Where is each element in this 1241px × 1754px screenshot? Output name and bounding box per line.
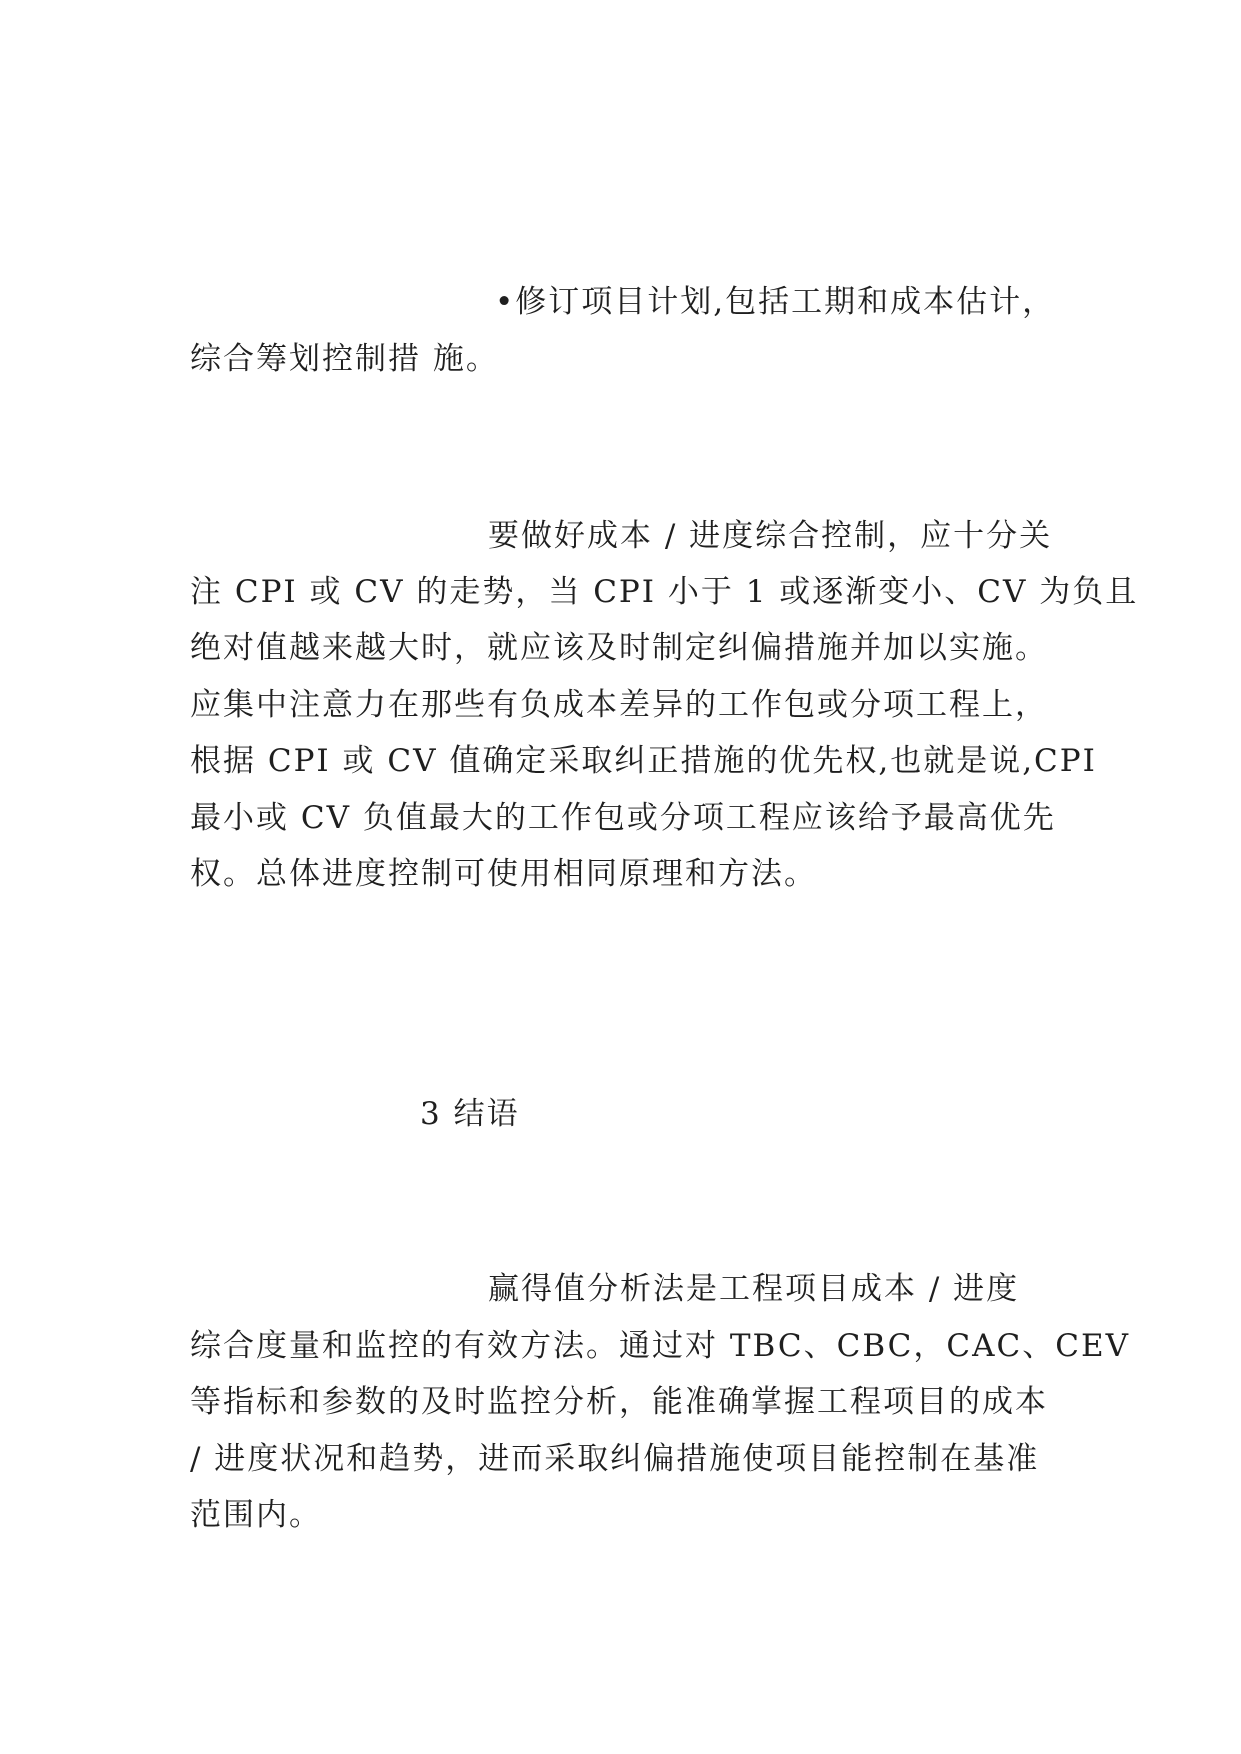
paragraph-2-line-2: 注 CPI 或 CV 的走势，当 CPI 小于 1 或逐渐变小、CV 为负且 (190, 574, 1139, 610)
paragraph-2-line-1: 要做好成本 / 进度综合控制，应十分关 (488, 518, 1053, 554)
paragraph-2-line-5: 根据 CPI 或 CV 值确定采取纠正措施的优先权,也就是说,CPI (190, 743, 1097, 779)
paragraph-1-line-1: •修订项目计划,包括工期和成本估计， (495, 284, 1056, 320)
section-heading: 3 结语 (420, 1096, 520, 1132)
paragraph-2-line-4: 应集中注意力在那些有负成本差异的工作包或分项工程上， (190, 687, 1048, 723)
paragraph-1-line-2: 综合筹划控制措 施。 (190, 341, 499, 377)
paragraph-3-line-3: 等指标和参数的及时监控分析，能准确掌握工程项目的成本 (190, 1384, 1048, 1420)
paragraph-2-line-3: 绝对值越来越大时，就应该及时制定纠偏措施并加以实施。 (190, 630, 1048, 666)
paragraph-2-line-6: 最小或 CV 负值最大的工作包或分项工程应该给予最高优先 (190, 800, 1056, 836)
paragraph-3-line-1: 赢得值分析法是工程项目成本 / 进度 (488, 1271, 1020, 1307)
paragraph-2-line-7: 权。总体进度控制可使用相同原理和方法。 (190, 856, 817, 892)
paragraph-3-line-5: 范围内。 (190, 1497, 322, 1533)
paragraph-3-line-4: / 进度状况和趋势，进而采取纠偏措施使项目能控制在基准 (190, 1441, 1040, 1477)
paragraph-3-line-2: 综合度量和监控的有效方法。通过对 TBC、CBC，CAC、CEV (190, 1328, 1130, 1364)
